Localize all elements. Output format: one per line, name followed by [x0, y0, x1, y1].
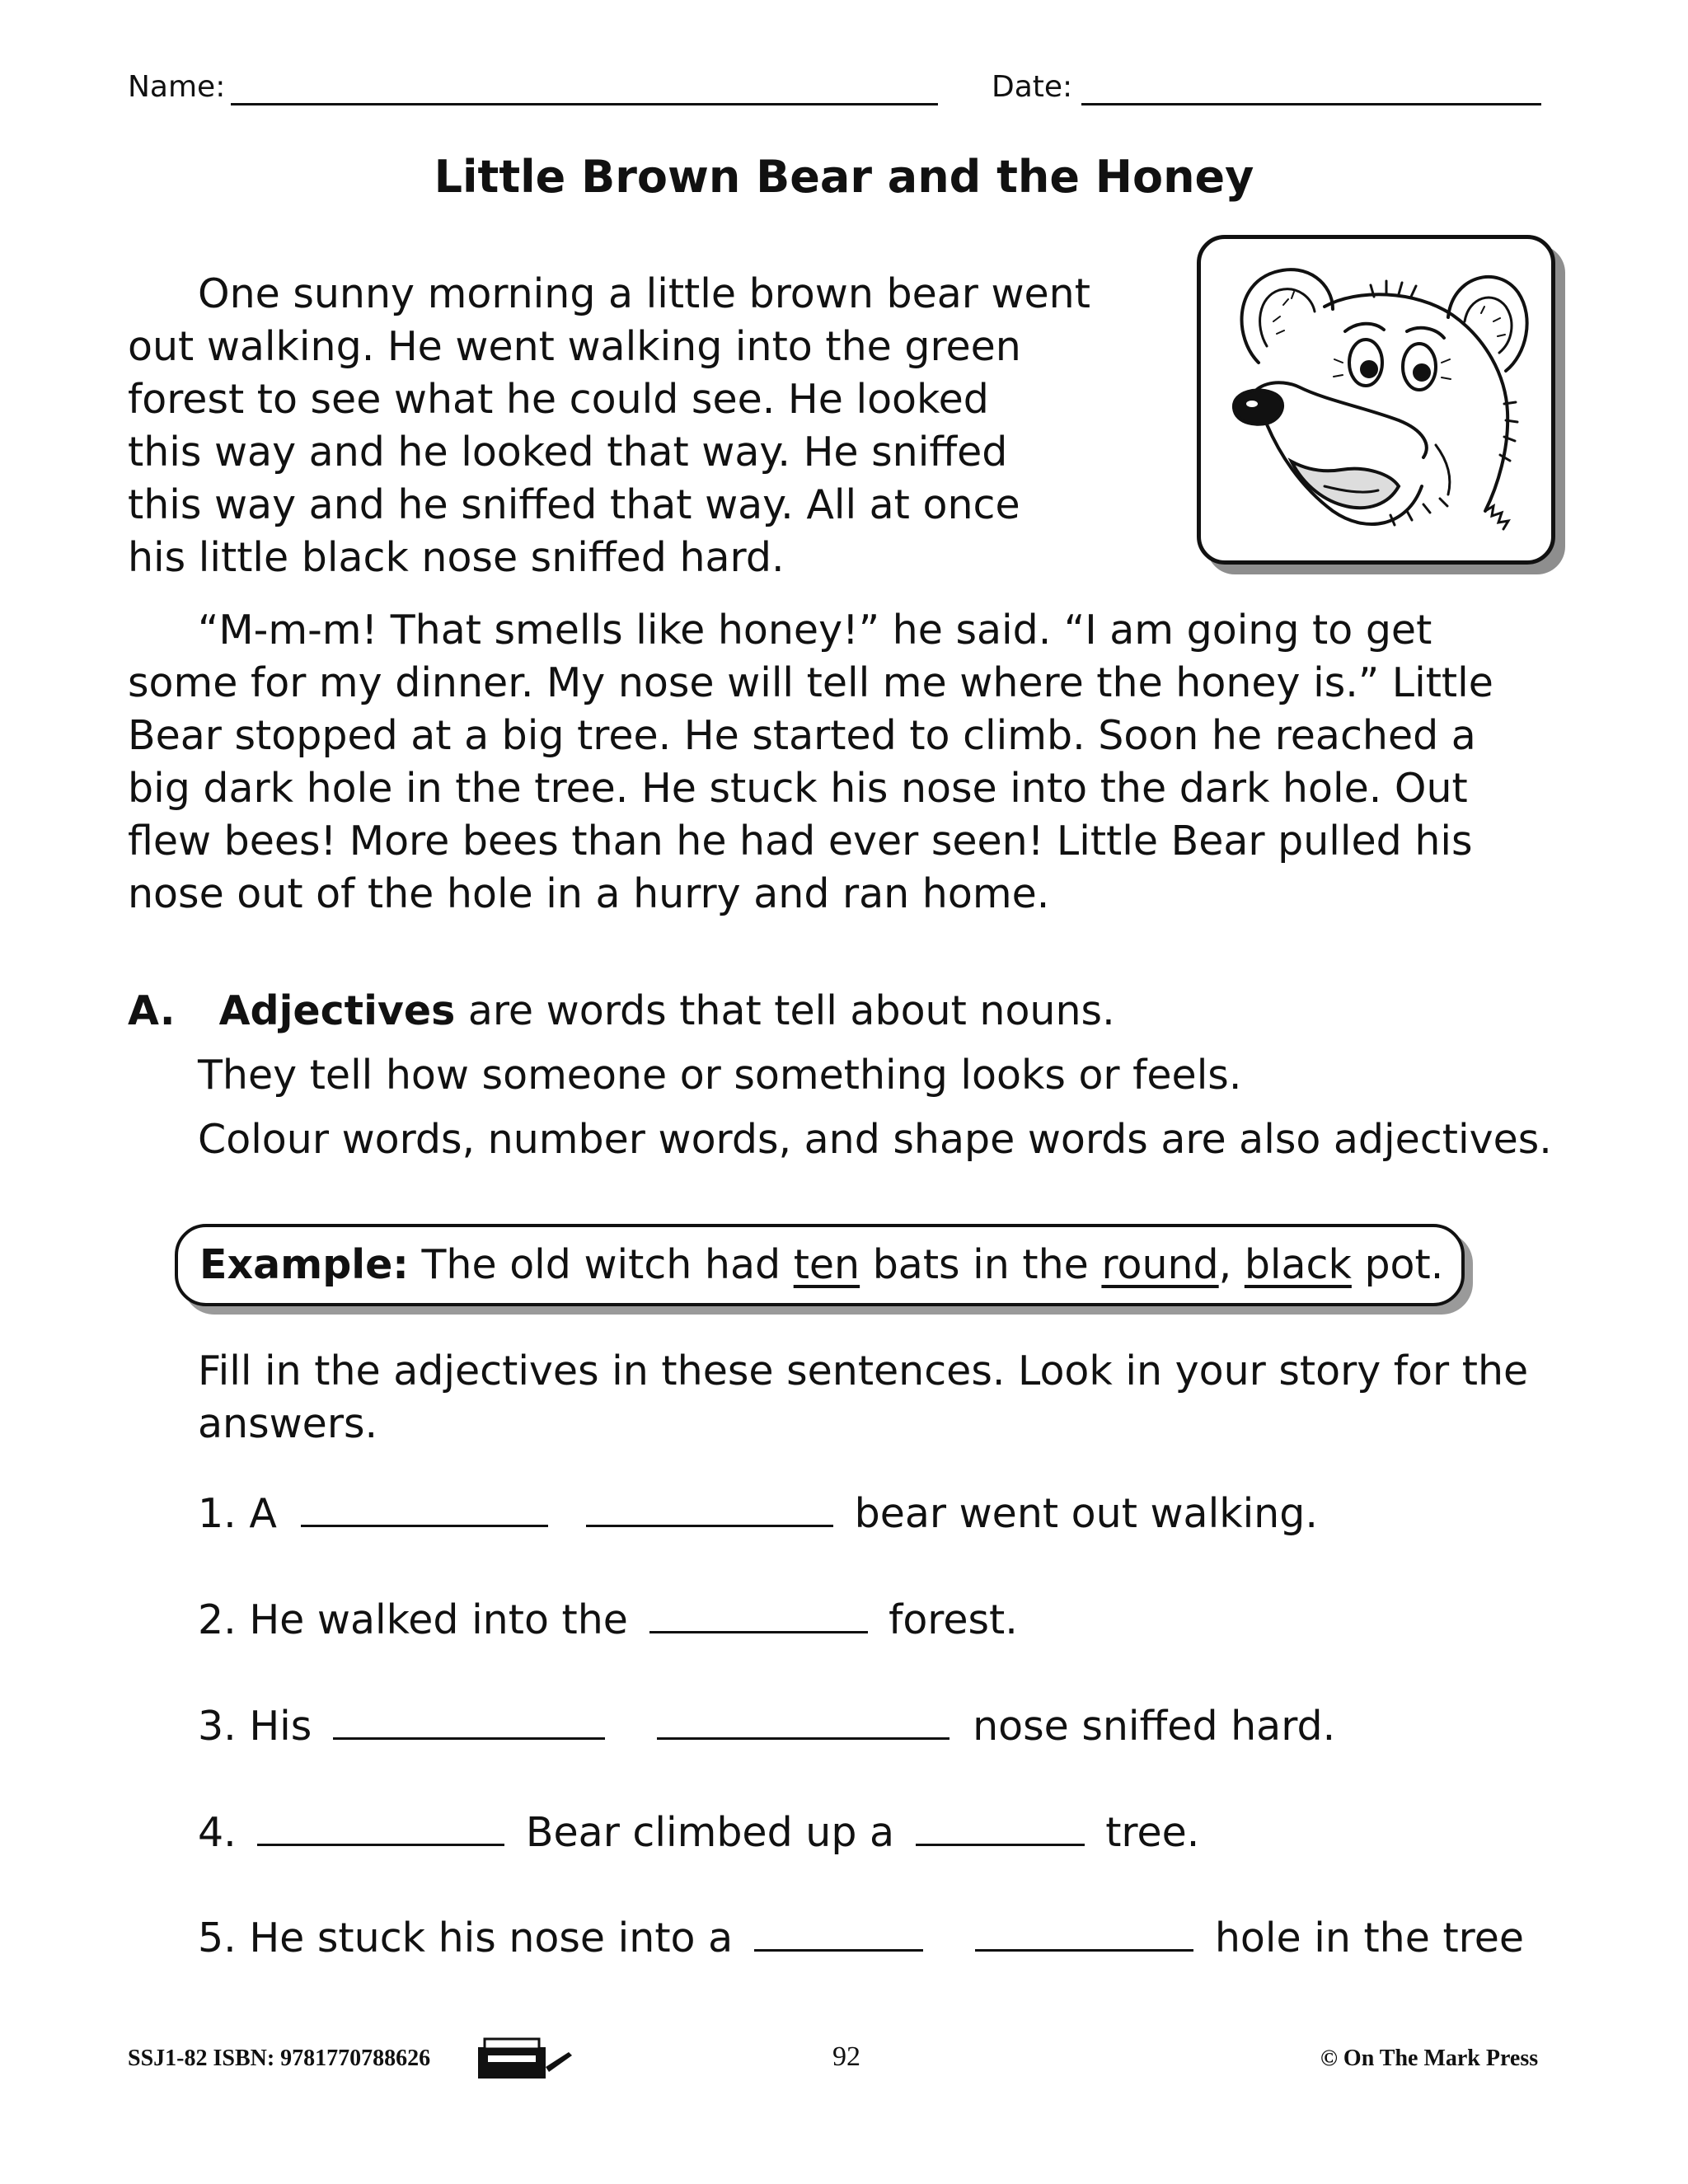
- name-label: Name:: [128, 70, 226, 104]
- question-text: 1. A: [198, 1490, 277, 1537]
- copier-icon: [476, 2034, 575, 2082]
- question-text: 3. His: [198, 1703, 312, 1750]
- story-paragraph-1: [128, 268, 1175, 584]
- story-line: out walking. He went walking into the green: [128, 323, 1021, 370]
- bear-face-icon: [1201, 239, 1551, 560]
- question-text: bear went out walking.: [854, 1490, 1318, 1537]
- story-paragraph-2-text: “M-m-m! That smells like honey!” he said. “I am going to get some for my dinner. My nose will tell me where the honey is.” Little Bear stopped at a big tree. He started to climb. Soon he reached a big dark hole in the tree. He stuck his nose into the dark hole. Out flew bees! More bees than he had ever seen! Little Bear pulled his nose out of the hole in a hurry and ran home.: [128, 607, 1493, 917]
- answer-blank[interactable]: [657, 1736, 950, 1740]
- date-label: Date:: [992, 70, 1073, 104]
- example-adjective: ten: [793, 1241, 860, 1288]
- answer-blank[interactable]: [586, 1524, 833, 1527]
- question-4: [198, 1809, 1199, 1856]
- example-label: Example:: [199, 1241, 409, 1288]
- example-text: The old witch had: [408, 1241, 794, 1288]
- question-text: 2. He walked into the: [198, 1596, 628, 1643]
- question-text: Bear climbed up a: [525, 1809, 895, 1856]
- story-line: his little black nose sniffed hard.: [128, 534, 785, 581]
- footer-code: SSJ1-82 ISBN: 9781770788626: [128, 2046, 431, 2071]
- example-box: [175, 1224, 1465, 1306]
- question-2: [198, 1596, 1018, 1643]
- section-line-3: Colour words, number words, and shape words are also adjectives.: [198, 1116, 1552, 1163]
- question-text: 4.: [198, 1809, 237, 1856]
- bear-illustration: [1197, 235, 1555, 565]
- section-line-2: They tell how someone or something looks or feels.: [198, 1052, 1242, 1099]
- question-text: 5. He stuck his nose into a: [198, 1915, 734, 1961]
- story-paragraph-2: [128, 604, 1545, 921]
- example-adjective: black: [1244, 1241, 1352, 1288]
- story-line: forest to see what he could see. He looked: [128, 376, 989, 423]
- section-a: [128, 979, 1595, 1172]
- answer-blank[interactable]: [257, 1843, 504, 1846]
- page-number: 92: [832, 2041, 860, 2072]
- story-line: this way and he sniffed that way. All at once: [128, 481, 1020, 528]
- section-keyword: Adjectives: [218, 987, 456, 1034]
- name-field[interactable]: [231, 103, 938, 105]
- answer-blank[interactable]: [649, 1630, 868, 1633]
- date-field[interactable]: [1081, 103, 1541, 105]
- page-title: Little Brown Bear and the Honey: [434, 151, 1254, 203]
- question-text: nose sniffed hard.: [973, 1703, 1336, 1750]
- answer-blank[interactable]: [301, 1524, 548, 1527]
- section-letter: A.: [128, 987, 176, 1034]
- example-text: ,: [1218, 1241, 1245, 1288]
- story-line: One sunny morning a little brown bear went: [198, 270, 1090, 317]
- question-3: [198, 1703, 1335, 1750]
- answer-blank[interactable]: [333, 1736, 605, 1740]
- answer-blank[interactable]: [916, 1843, 1085, 1846]
- example-adjective: round: [1101, 1241, 1219, 1288]
- question-text: hole in the tree: [1214, 1915, 1525, 1961]
- question-5: [198, 1915, 1524, 1961]
- section-line-1: are words that tell about nouns.: [455, 987, 1115, 1034]
- instructions: Fill in the adjectives in these sentences. Look in your story for the answers.: [198, 1347, 1529, 1447]
- answer-blank[interactable]: [975, 1948, 1193, 1952]
- story-line: this way and he looked that way. He sniffed: [128, 429, 1008, 476]
- question-text: tree.: [1105, 1809, 1200, 1856]
- copyright: © On The Mark Press: [1320, 2046, 1539, 2071]
- example-text: pot.: [1351, 1241, 1444, 1288]
- answer-blank[interactable]: [754, 1948, 923, 1952]
- example-text: bats in the: [860, 1241, 1102, 1288]
- question-1: [198, 1490, 1318, 1537]
- question-text: forest.: [889, 1596, 1018, 1643]
